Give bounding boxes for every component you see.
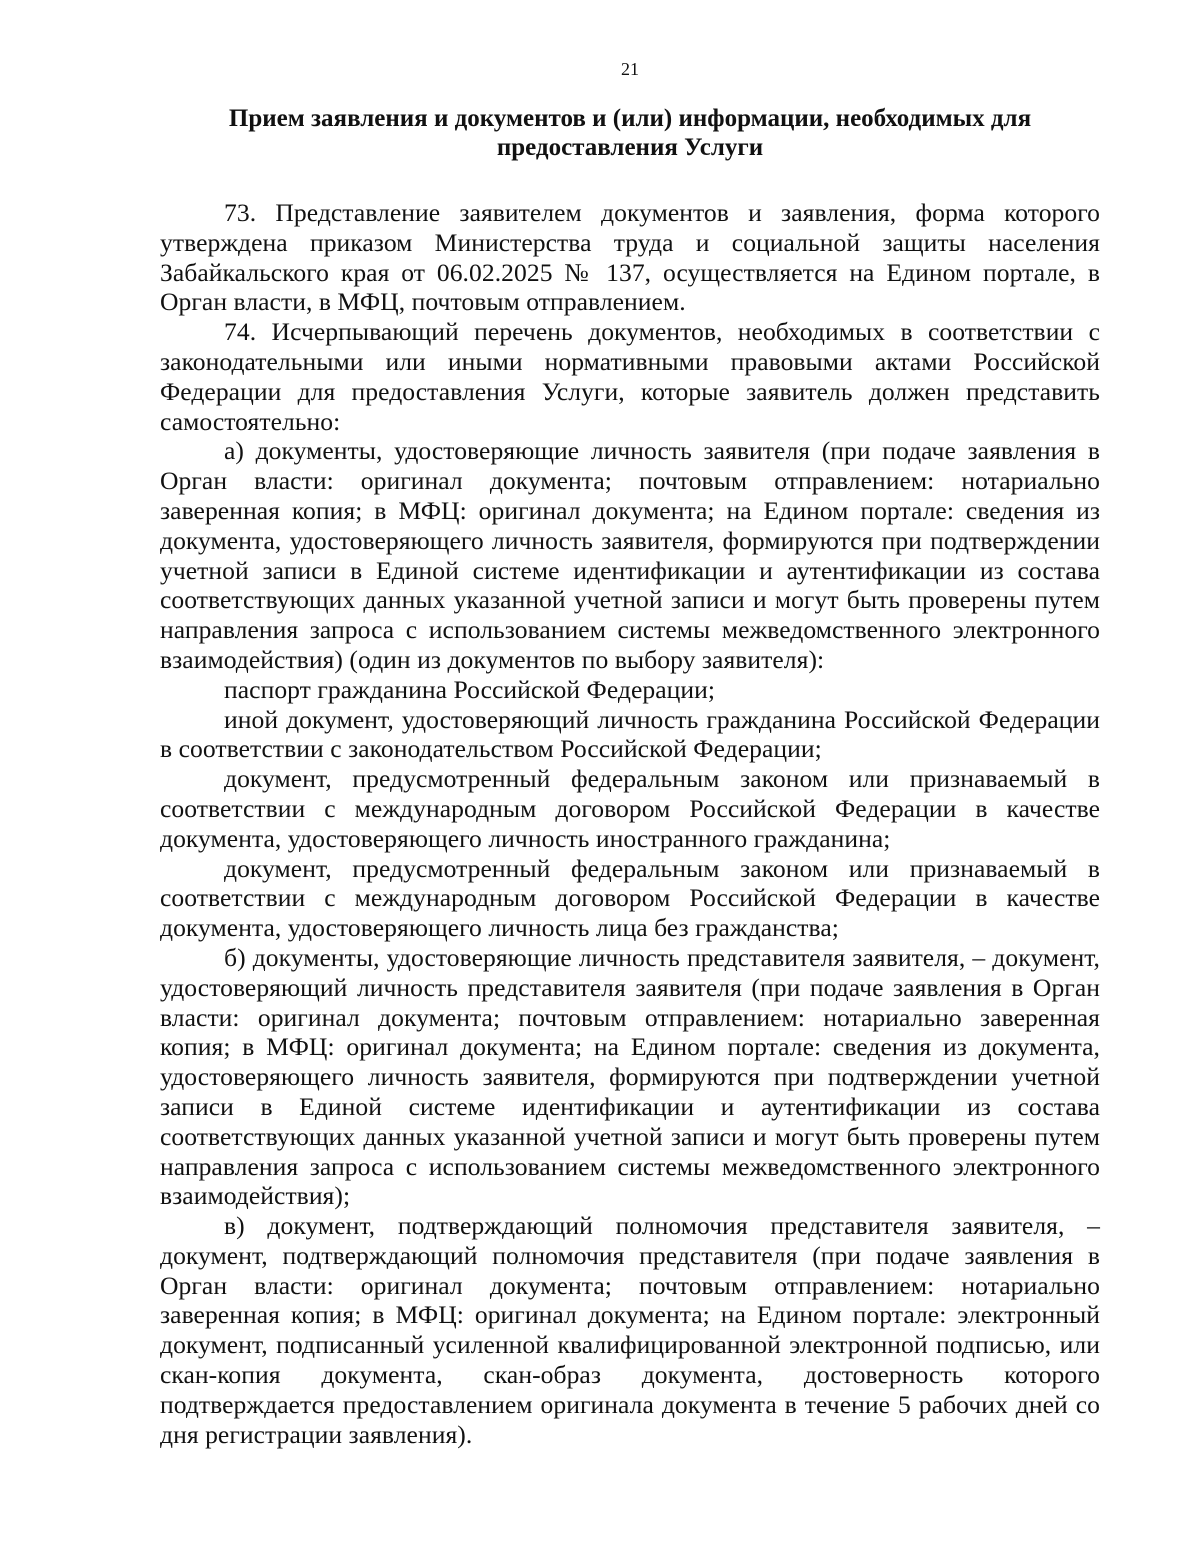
item-b-representative-identity: б) документы, удостоверяющие личность представителя заявителя, – документ, удостоверяющий личность представителя заявителя (при подаче заявления в Орган власти: оригинал документа; почтовым отправлением: нотариально заверенная копия; в МФЦ: оригинал документа; на Едином портале: сведения из документа, удостоверяющего личность заявителя, формируются при подтверждении учетной записи в Единой системе идентификации и аутентификации из состава соответствующих данных указанной учетной записи и могут быть проверены путем направления запроса с использованием системы межведомственного электронного взаимодействия); <box>160 942 1100 1211</box>
paragraph-74: 74. Исчерпывающий перечень документов, необходимых в соответствии с законодательными или иными нормативными правовыми актами Российской Федерации для предоставления Услуги, которые заявитель должен представить самостоятельно: <box>160 317 1100 436</box>
list-item-stateless-person-id: документ, предусмотренный федеральным законом или признаваемый в соответствии с международным договором Российской Федерации в качестве документа, удостоверяющего личность лица без гражданства; <box>160 853 1100 943</box>
list-item-passport: паспорт гражданина Российской Федерации; <box>224 674 716 704</box>
section-heading-line-2: предоставления Услуги <box>496 134 764 161</box>
section-heading <box>160 104 1100 162</box>
item-a-identity-documents: а) документы, удостоверяющие личность заявителя (при подаче заявления в Орган власти: оригинал документа; почтовым отправлением: нотариально заверенная копия; в МФЦ: оригинал документа; на Едином портале: сведения из документа, удостоверяющего личность заявителя, формируются при подтверждении учетной записи в Единой системе идентификации и аутентификации из состава соответствующих данных указанной учетной записи и могут быть проверены путем направления запроса с использованием системы межведомственного электронного взаимодействия) (один из документов по выбору заявителя): <box>160 436 1100 674</box>
page-number: 21 <box>621 59 639 79</box>
section-heading-line-1: Прием заявления и документов и (или) информации, необходимых для <box>228 105 1032 132</box>
list-item-foreign-citizen-id: документ, предусмотренный федеральным законом или признаваемый в соответствии с международным договором Российской Федерации в качестве документа, удостоверяющего личность иностранного гражданина; <box>160 764 1100 853</box>
paragraph-73: 73. Представление заявителем документов и заявления, форма которого утверждена приказом Министерства труда и социальной защиты населения Забайкальского края от 06.02.2025 № 137, осуществляется на Едином портале, в Орган власти, в МФЦ, почтовым отправлением. <box>160 198 1100 317</box>
item-c-representative-authority: в) документ, подтверждающий полномочия представителя заявителя, – документ, подтверждающий полномочия представителя (при подаче заявления в Орган власти: оригинал документа; почтовым отправлением: нотариально заверенная копия; в МФЦ: оригинал документа; на Едином портале: электронный документ, подписанный усиленной квалифицированной электронной подписью, или скан-копия документа, скан-образ документа, достоверность которого подтверждается предоставлением оригинала документа в течение 5 рабочих дней со дня регистрации заявления). <box>160 1211 1100 1449</box>
list-item-other-id-document: иной документ, удостоверяющий личность гражданина Российской Федерации в соответствии с законодательством Российской Федерации; <box>160 704 1100 764</box>
